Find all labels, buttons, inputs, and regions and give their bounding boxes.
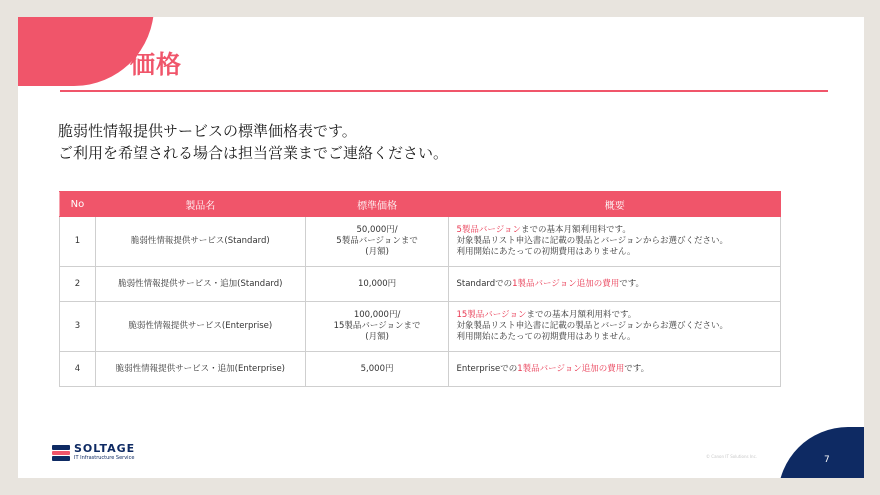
summary-line — [456, 364, 779, 375]
row-price — [305, 267, 449, 302]
intro-line-2: ご利用を希望される場合は担当営業までご連絡ください。 — [58, 144, 449, 162]
summary-highlight: 1製品バージョン追加の費用 — [512, 278, 620, 289]
table-row — [60, 217, 781, 267]
row-no: 4 — [60, 352, 96, 387]
table-header-row — [60, 192, 781, 217]
title-underline — [60, 90, 828, 92]
price-line: 100,000円/ — [353, 310, 401, 320]
summary-highlight: 15製品バージョン — [456, 310, 527, 320]
summary-line — [456, 225, 779, 236]
row-product: 脆弱性情報提供サービス・追加(Enterprise) — [95, 352, 305, 387]
summary-highlight: 1製品バージョン追加の費用 — [517, 363, 625, 374]
row-price — [305, 217, 449, 267]
row-product: 脆弱性情報提供サービス・追加(Standard) — [95, 267, 305, 302]
page-number: 7 — [824, 455, 830, 465]
summary-line — [456, 279, 779, 290]
price-line: (月額) — [365, 247, 389, 257]
slide — [18, 17, 864, 478]
header-summary: 概要 — [449, 192, 781, 217]
summary-text: までの基本月額利用料です。 — [526, 310, 637, 320]
table-row — [60, 302, 781, 352]
intro-line-1: 脆弱性情報提供サービスの標準価格表です。 — [58, 122, 357, 140]
table-row — [60, 352, 781, 387]
price-line: 50,000円/ — [356, 225, 398, 235]
intro-text — [58, 120, 448, 164]
price-line: 15製品バージョンまで — [333, 321, 421, 331]
summary-text: です。 — [619, 278, 645, 289]
row-summary — [449, 267, 781, 302]
row-product: 脆弱性情報提供サービス(Standard) — [95, 217, 305, 267]
header-no: No — [60, 192, 96, 217]
summary-text: までの基本月額利用料です。 — [521, 225, 631, 235]
row-product: 脆弱性情報提供サービス(Enterprise) — [95, 302, 305, 352]
logo-subtitle: IT Infrastructure Service — [74, 455, 135, 461]
summary-text: です。 — [624, 363, 650, 374]
price-line: 5製品バージョンまで — [336, 236, 418, 246]
copyright-text: © Canon IT Solutions Inc. — [706, 454, 758, 459]
summary-line: 利用開始にあたっての初期費用はありません。 — [456, 332, 636, 342]
price-table — [59, 191, 781, 387]
summary-text: Enterpriseでの — [456, 363, 518, 374]
table-row — [60, 267, 781, 302]
corner-decoration-bottom-right — [778, 427, 864, 478]
row-price — [305, 352, 449, 387]
row-price — [305, 302, 449, 352]
summary-text: Standardでの — [456, 278, 513, 289]
logo-name: SOLTAGE — [74, 442, 136, 455]
row-summary — [449, 352, 781, 387]
soltage-logo — [52, 443, 135, 462]
price-line: 10,000円 — [357, 278, 397, 289]
summary-line — [456, 310, 779, 321]
row-summary — [449, 302, 781, 352]
row-no: 1 — [60, 217, 96, 267]
page-title: 価格 — [130, 50, 183, 79]
header-product: 製品名 — [95, 192, 305, 217]
summary-line: 対象製品リスト申込書に記載の製品とバージョンからお選びください。 — [456, 321, 728, 331]
logo-mark-icon — [52, 445, 70, 461]
summary-line: 対象製品リスト申込書に記載の製品とバージョンからお選びください。 — [456, 236, 728, 246]
summary-highlight: 5製品バージョン — [456, 225, 522, 235]
header-price: 標準価格 — [305, 192, 449, 217]
row-summary — [449, 217, 781, 267]
row-no: 3 — [60, 302, 96, 352]
price-line: (月額) — [365, 332, 389, 342]
row-no: 2 — [60, 267, 96, 302]
summary-line: 利用開始にあたっての初期費用はありません。 — [456, 247, 636, 257]
price-line: 5,000円 — [360, 363, 394, 374]
